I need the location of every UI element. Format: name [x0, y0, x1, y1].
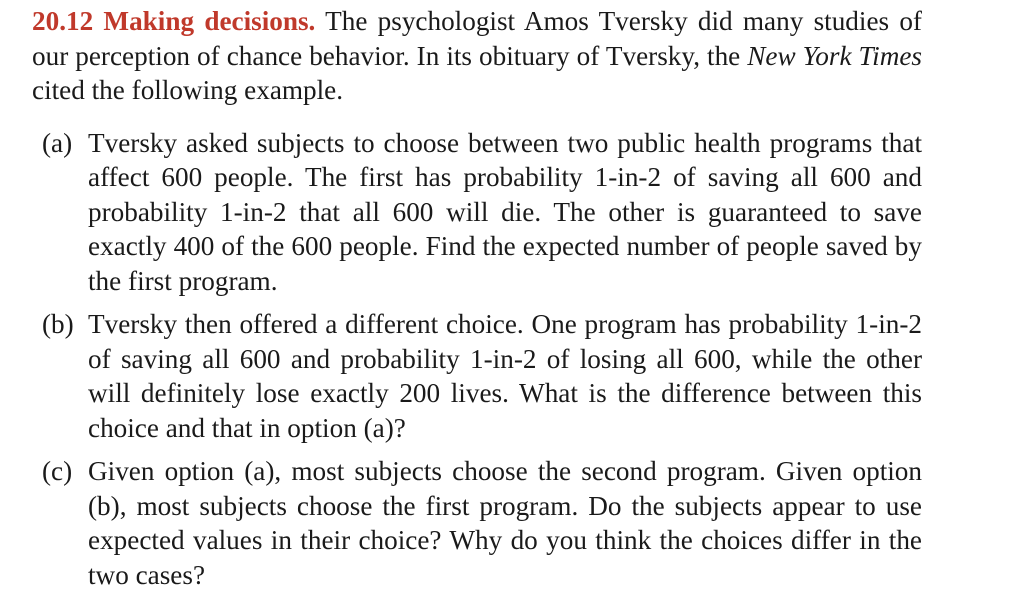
part-c-text: Given option (a), most subjects choose the second program. Given option (b), most subjects choose the first program. Do the subjects appear to use expected values in their choice? Why do you think the choices differ in the two cases?: [88, 456, 922, 590]
part-b: [32, 307, 922, 445]
part-b-text: Tversky then offered a different choice. One program has probability 1-in-2 of saving all 600 and probability 1-in-2 of losing all 600, while the other will definitely lose exactly 200 lives. What is the difference between this choice and that in option (a)?: [88, 309, 922, 443]
part-a: [32, 126, 922, 299]
part-a-text: Tversky asked subjects to choose between two public health programs that affect 600 people. The first has probability 1-in-2 of saving all 600 and probability 1-in-2 that all 600 will die. The other is guaranteed to save exactly 400 of the 600 people. Find the expected number of people saved by the first program.: [88, 127, 922, 296]
exercise-page: [32, 4, 922, 601]
part-c: [32, 454, 922, 592]
newspaper-title: New York Times: [747, 40, 922, 71]
part-b-label: (b): [42, 309, 74, 339]
exercise-intro: [32, 4, 922, 108]
intro-text-part-2: cited the following example.: [32, 75, 344, 105]
exercise-heading: 20.12 Making decisions.: [32, 6, 316, 36]
exercise-parts: [32, 126, 922, 593]
intro-text-part-1: The psychologist Amos Tversky did many studies of our perception of chance behavior. In its obituary of Tversky, the: [32, 6, 922, 71]
part-a-label: (a): [42, 127, 73, 158]
part-c-label: (c): [42, 456, 73, 486]
